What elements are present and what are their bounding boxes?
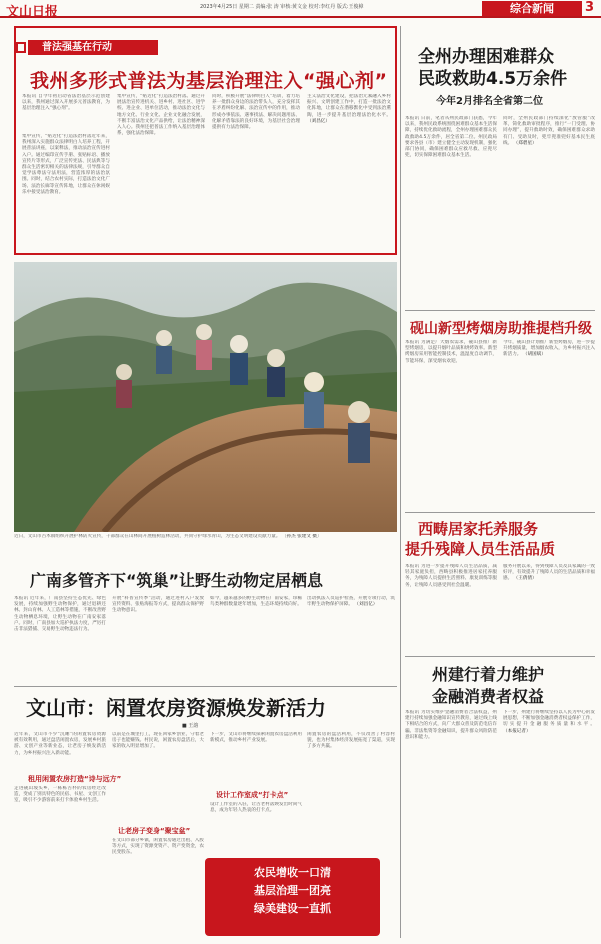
elderly-body: 本报讯 为进一步提升残障人员生活品质，减轻其家庭负担，西畴县积极推进居家托养服务，为残障人员提供生活照料、康复训练等服务，让残障人员感受到社会温暖。 [405, 564, 497, 588]
column-separator [400, 26, 401, 938]
elderly-body-col2 [503, 564, 595, 652]
village-body-col2b-text: 在文山市部分乡镇，闲置农房通过出租、入股等方式，实现了资源变资产、资产变资金，农民变股东。 [112, 838, 204, 856]
lead-body-col4 [307, 94, 391, 246]
banner-line-1: 农民增收一口清 [254, 866, 331, 879]
village-body-col2b [112, 838, 204, 938]
village-body-col2 [112, 732, 204, 822]
village-subhead-2: 让老房子变身“聚宝盆” [118, 827, 191, 835]
village-body-col3b-text: 设计工作室的入驻，让古老村落焕发出时尚气息，成为年轻人热衷的打卡点。 [210, 802, 302, 814]
finance-source: （本报记者） [503, 728, 531, 734]
relief-headline-2[interactable]: 民政救助4.5万余件 [418, 69, 568, 89]
newspaper-logo: 文山日报 [6, 5, 59, 20]
wildlife-body-col4 [307, 596, 395, 682]
photo-byline: 〔孙杰 张建文 摄〕 [281, 534, 322, 539]
date-line: 2023年4月25日 星期二 责编:张 涛 审核:黄文金 校对:李红丹 版式:王俊樟 [200, 4, 364, 10]
tobacco-body: 本报讯 为满足广大烟农需求，砚山县推广新型烤烟房，以提升烟叶品质和烘烤效率。新型烤烟房采用智能控制技术，温湿度自动调节，节能环保，深受烟农欢迎。 [405, 340, 497, 364]
page-number: 3 [585, 0, 595, 15]
divider [14, 686, 397, 687]
lead-body: 集中宣传，“贴近化”打造法治村落近年来，我州深入实施群众法律明白人培养工程，开展普法讲座，以案释法，推动法治宣传进村入户。通过编印宣传手册、张贴标语、播放宣传片等形式，广泛宣传宪法、民法典等与群众生活密切相关的法律法规，引导群众自觉学法尊法守法用法，营造浓厚的法治氛围。同时，结合农村实际，打造法治文化广场、法治长廊等宣传阵地，让群众在休闲娱乐中接受法治教育。 [22, 134, 110, 195]
village-body-col4 [307, 732, 395, 854]
village-intro: 近年来，文山市不少“沉睡”的闲置农房资源被有效利用，通过盘活闲置农房，发展乡村旅游、文创产业等新业态，让老房子焕发新活力，为乡村振兴注入新动能。 [14, 732, 106, 756]
banner-line-2: 基层治理一团亮 [254, 884, 331, 897]
photo-caption: 近日，文山市古木镇组织开展护林防火宣传，干部群众在山林间开展植树造林活动，共同守护绿水青山，为生态文明建设贡献力量。 〔孙杰 张建文 摄〕 [14, 534, 322, 539]
elderly-headline-1[interactable]: 西畴居家托养服务 [418, 520, 539, 538]
wildlife-source: （刘昌亿） [354, 602, 378, 608]
photo-illustration [14, 262, 397, 532]
village-body-col3b [210, 802, 302, 854]
tobacco-body-col2-text: 今年，砚山县计划推广新型烤烟房，进一步提升烤烟质量，增加烟农收入，为乡村振兴注入新活力。 [503, 340, 595, 358]
village-body-col1-text: 走进砚山坡头乡，一栋栋古朴的农房经过改造，变成了别具特色的民宿、书屋、文创工作室，吸引不少游客前来打卡体验乡村生活。 [14, 786, 106, 804]
relief-source: （郑碧星） [513, 140, 537, 146]
village-body-col2-text: 以前是在城里打工，现在回家乡创业，守着老房子也能赚钱。村民说，闲置农房盘活后，大家的收入明显增加了。 [112, 732, 204, 750]
wildlife-body-col3 [210, 596, 302, 682]
relief-body-col2-text: 同时，全州民政部门持续深化“放管服”改革，简化救助审批程序，推行“一门受理、协同办理”，提升救助时效，确保困难群众求助有门、受助及时，兜牢兜准兜好基本民生底线。 [503, 116, 595, 146]
village-subhead-3: 设计工作室成“打卡点” [216, 791, 289, 799]
divider [405, 656, 595, 657]
wildlife-headline[interactable]: 广南多管齐下“筑巢”让野生动物定居栖息 [30, 571, 324, 590]
lead-body-col3 [212, 94, 300, 246]
village-subhead-1: 租用闲置农房打造“诗与远方” [28, 775, 122, 783]
finance-headline-2[interactable]: 金融消费者权益 [432, 687, 545, 706]
village-headline[interactable]: 文山市：闲置农房资源焕发新活力 [26, 696, 326, 720]
kicker-flag-icon [16, 42, 26, 53]
divider [405, 512, 595, 513]
village-body-col3-text: 下一步，文山市将继续探索闲置农房盘活利用新模式，推动乡村产业发展。 [210, 732, 302, 744]
promo-banner [205, 858, 380, 936]
lead-body-col2 [117, 94, 205, 246]
banner-line-3: 绿美建设一直抓 [254, 902, 331, 915]
relief-subtitle: 今年2月排名全省第二位 [436, 96, 543, 107]
tobacco-source: （胡国斌） [522, 352, 546, 358]
elderly-body-col2-text: 服务开展以来，得到残障人员及其家属的一致好评，有效提升了残障人员的生活品质和幸福感。 [503, 564, 595, 582]
relief-body: 本报讯 日前，笔者从州民政部门获悉，今年以来，我州民政系统围绕困难群众基本生活保障，持续优化救助流程，全州办理困难群众民政救助4.5万余件，居全省第二位。州民政局要求各县（市）建立健全主动发现机制，强化部门协同，确保困难群众应救尽救、应兜尽兜，切实保障困难群众基本生活。 [405, 116, 497, 159]
section-title: 综合新闻 [482, 1, 582, 16]
relief-headline-1[interactable]: 全州办理困难群众 [418, 47, 554, 67]
lead-body-continuation: 集中宣传，“贴近化”打造法治村落。通过开展法治宣传进机关、进乡村、进社区、进学校、进企业、进单位活动，推动法治文化与地方文化、行业文化、企业文化融合发展，不断丰富法治文化产品供给，让法治精神深入人心。我州还把普法工作纳入基层治理体系，强化法治保障。 [117, 94, 205, 137]
finance-headline-1[interactable]: 州建行着力维护 [432, 665, 545, 684]
masthead [0, 0, 601, 18]
lead-body-col3-text: 同时，积极开展“法律明白人”培训，着力培养一批群众身边的法治带头人，充分发挥其在矛盾纠纷化解、法治宣传中的作用，推动形成办事依法、遇事找法、解决问题用法、化解矛盾靠法的良好环境，为基层社会治理提供有力法治保障。 [212, 94, 300, 131]
wildlife-body-col2-text: 开展“科普宣传季”活动，通过进村入户发放宣传资料、张贴海报等方式，提高群众保护野生动物意识。 [112, 596, 204, 614]
lead-kicker: 普法强基在行动 [28, 40, 158, 55]
tobacco-body-col2 [503, 340, 595, 510]
wildlife-body-col2 [112, 596, 204, 682]
elderly-headline-2[interactable]: 提升残障人员生活品质 [405, 540, 556, 558]
lead-headline[interactable]: 我州多形式普法为基层治理注入“强心剂” [30, 70, 388, 92]
elderly-source: （王倩倩） [513, 576, 537, 582]
lead-photo [14, 262, 397, 532]
tobacco-headline[interactable]: 砚山新型烤烟房助推提档升级 [410, 321, 592, 337]
village-body-col1 [14, 786, 106, 938]
village-body-col3 [210, 732, 302, 788]
finance-body-col2 [503, 710, 595, 938]
relief-body-col2 [503, 116, 595, 304]
village-body-col4-text: 闲置农房的盘活利用，不仅改善了村容村貌，也为村集体经济发展拓宽了渠道，实现了多方共赢。 [307, 732, 395, 750]
village-byline: ■ 王韵 [182, 723, 199, 729]
divider [405, 310, 595, 311]
wildlife-body: 本报讯 近年来，广南县坚持生态优先、绿色发展，持续加强野生动物保护，通过退耕还林、封山育林、人工造林等措施，不断改善野生动物栖息环境，让野生动物在广南安家落户。同时，广南县加大巡护执法力度，严厉打击非法猎捕、交易野生动物违法行为。 [14, 596, 106, 633]
lead-lead-paragraph: 本报讯 自今年初启动省法治基层示范创建以来，我州通过深入开展多元普法教育，为基层治理注入“强心剂”。 [22, 94, 110, 112]
finance-body: 本报讯 为切实维护金融消费者合法权益，州建行持续加强金融知识宣传教育，通过线上线下相结合的方式，向广大群众普及防范电信诈骗、非法集资等金融知识，提升群众风险防范意识和能力。 [405, 710, 497, 740]
lead-source: （刘昌亿） [307, 118, 330, 124]
lead-body-col4-text: 主义法治文化建设，把法治元素融入乡村振兴、文明创建工作中，打造一批法治文化阵地，让群众在潜移默化中受到法治熏陶，进一步提升基层治理法治化水平。 [307, 94, 391, 118]
wildlife-body-col3-text: 如今，越来越多的野生动物在广南安家，珍稀鸟类种群数量逐年增加，生态环境持续向好。 [210, 596, 302, 608]
finance-body-col2-text: 下一步，州建行将继续坚持以人民为中心的发展思想，不断加强金融消费者权益保护工作，切实提升金融服务质量和水平。 [503, 710, 595, 728]
wildlife-body-col4-text: 出动执法人员巡护检查，开展专项行动，筑牢野生动物保护屏障。 [307, 596, 395, 608]
